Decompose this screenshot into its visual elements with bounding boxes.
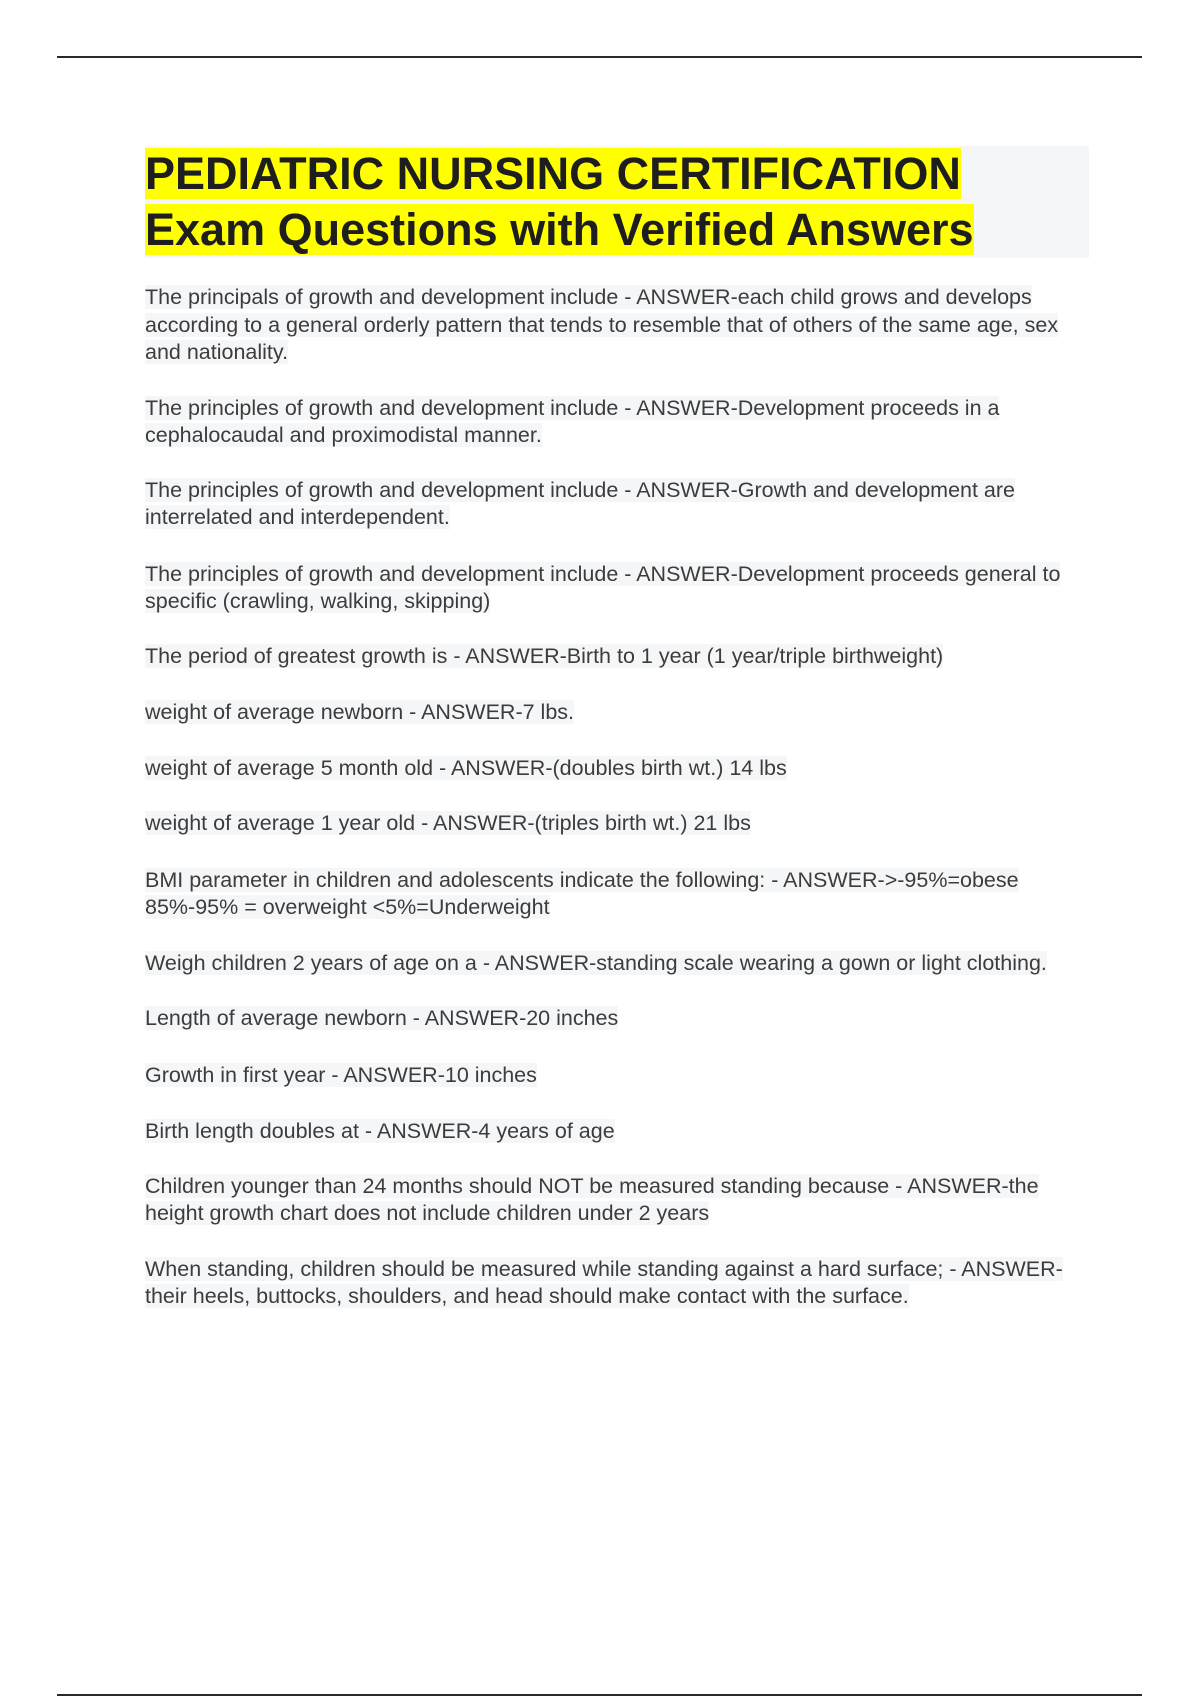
qa-item: Growth in first year - ANSWER-10 inches (145, 1062, 537, 1087)
qa-item: Weigh children 2 years of age on a - ANSWER-standing scale wearing a gown or light clothing. (145, 950, 1047, 975)
qa-item: weight of average 5 month old - ANSWER-(doubles birth wt.) 14 lbs (145, 755, 787, 780)
qa-item: weight of average newborn - ANSWER-7 lbs. (145, 700, 575, 724)
page-top-rule (57, 56, 1142, 58)
qa-item: Children younger than 24 months should NOT be measured standing because - ANSWER-the height growth chart does not include children under 2 years (145, 1173, 1039, 1225)
title-line-1: PEDIATRIC NURSING CERTIFICATION (145, 148, 961, 199)
qa-item: The principles of growth and development include - ANSWER-Growth and development are interrelated and interdependent. (145, 477, 1016, 529)
qa-item: When standing, children should be measured while standing against a hard surface; - ANSWER-their heels, buttocks, shoulders, and head should make contact with the surface. (145, 1256, 1063, 1308)
qa-item: The period of greatest growth is - ANSWER-Birth to 1 year (1 year/triple birthweight) (145, 643, 944, 668)
qa-item: Birth length doubles at - ANSWER-4 years of age (145, 1119, 615, 1143)
title-line-2: Exam Questions with Verified Answers (145, 204, 974, 255)
qa-item: The principles of growth and development include - ANSWER-Development proceeds general to specific (crawling, walking, skipping) (145, 561, 1061, 613)
qa-item: BMI parameter in children and adolescents indicate the following: - ANSWER->-95%=obese 85%-95% = overweight <5%=Underweight (145, 867, 1019, 919)
document-title (145, 146, 1089, 258)
qa-list (145, 284, 1089, 1311)
page-bottom-rule (57, 1694, 1142, 1696)
qa-item: weight of average 1 year old - ANSWER-(triples birth wt.) 21 lbs (145, 811, 751, 835)
qa-item: Length of average newborn - ANSWER-20 inches (145, 1006, 619, 1030)
qa-item: The principals of growth and development include - ANSWER-each child grows and develops according to a general orderly pattern that tends to resemble that of others of the same age, sex and nationality. (145, 285, 1059, 364)
qa-item: The principles of growth and development include - ANSWER-Development proceeds in a cephalocaudal and proximodistal manner. (145, 395, 1000, 447)
